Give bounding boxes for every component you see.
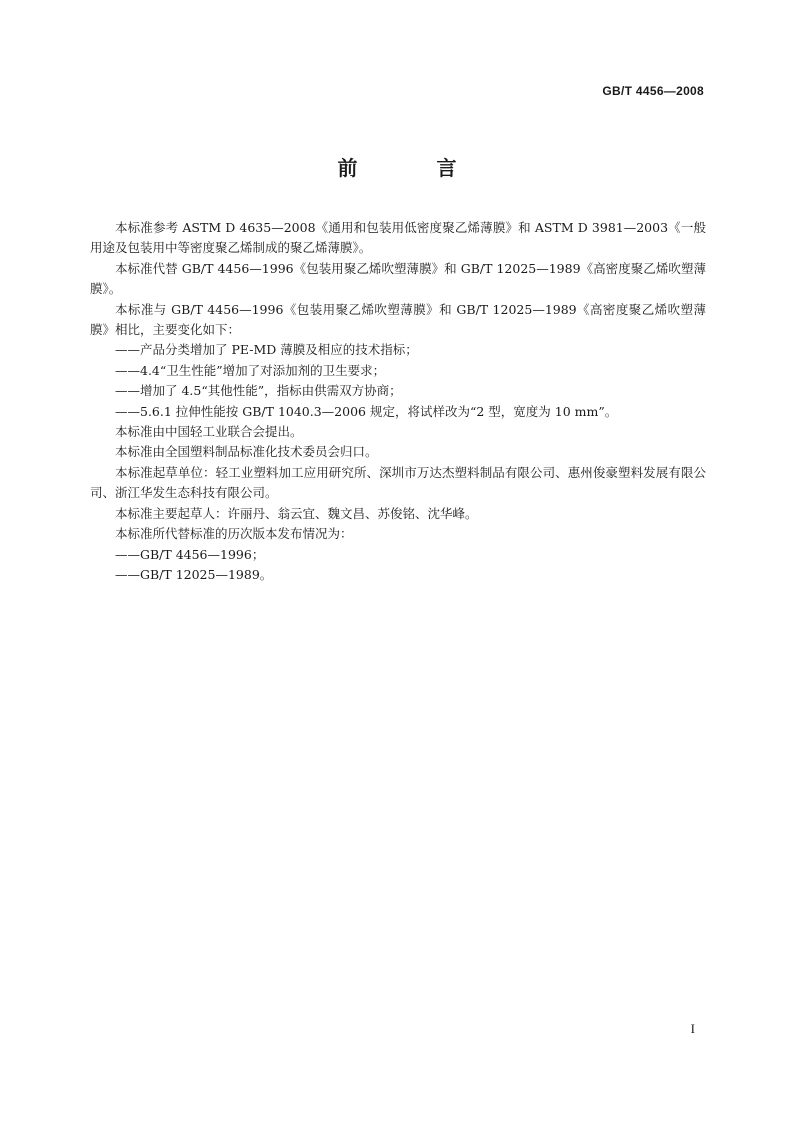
standard-code: GB/T 4456—2008 — [602, 84, 704, 98]
list-item-change-1: ——产品分类增加了 PE-MD 薄膜及相应的技术指标； — [115, 342, 418, 358]
paragraph-history: 本标准所代替标准的历次版本发布情况为： — [115, 526, 353, 542]
list-item-change-3: ——增加了 4.5“其他性能”，指标由供需双方协商； — [115, 383, 402, 399]
paragraph-drafting-units: 本标准起草单位：轻工业塑料加工应用研究所、深圳市万达杰塑料制品有限公司、惠州俊豪塑料发展有限公司、浙江华发生态科技有限公司。 — [90, 464, 706, 501]
paragraph-proposed-by: 本标准由中国轻工业联合会提出。 — [115, 424, 303, 440]
list-item-history-1: ——GB/T 4456—1996； — [115, 546, 265, 562]
foreword-body — [90, 218, 706, 585]
paragraph-main-changes: 本标准与 GB/T 4456—1996《包装用聚乙烯吹塑薄膜》和 GB/T 12025—1989《高密度聚乙烯吹塑薄膜》相比，主要变化如下： — [90, 301, 706, 338]
paragraph-replaces: 本标准代替 GB/T 4456—1996《包装用聚乙烯吹塑薄膜》和 GB/T 12025—1989《高密度聚乙烯吹塑薄膜》。 — [90, 260, 706, 297]
paragraph-reference-standards: 本标准参考 ASTM D 4635—2008《通用和包装用低密度聚乙烯薄膜》和 ASTM D 3981—2003《一般用途及包装用中等密度聚乙烯制成的聚乙烯薄膜》。 — [90, 220, 706, 256]
list-item-change-4: ——5.6.1 拉伸性能按 GB/T 1040.3—2006 规定，将试样改为“2 型，宽度为 10 mm”。 — [115, 403, 618, 419]
list-item-change-2: ——4.4“卫生性能”增加了对添加剂的卫生要求； — [115, 362, 386, 378]
page-number: I — [690, 1021, 695, 1036]
page-title: 前 言 — [337, 156, 493, 180]
paragraph-centralized-by: 本标准由全国塑料制品标准化技术委员会归口。 — [115, 444, 378, 460]
paragraph-drafters: 本标准主要起草人：许丽丹、翁云宜、魏文昌、苏俊铭、沈华峰。 — [115, 505, 478, 521]
list-item-history-2: ——GB/T 12025—1989。 — [115, 566, 273, 582]
